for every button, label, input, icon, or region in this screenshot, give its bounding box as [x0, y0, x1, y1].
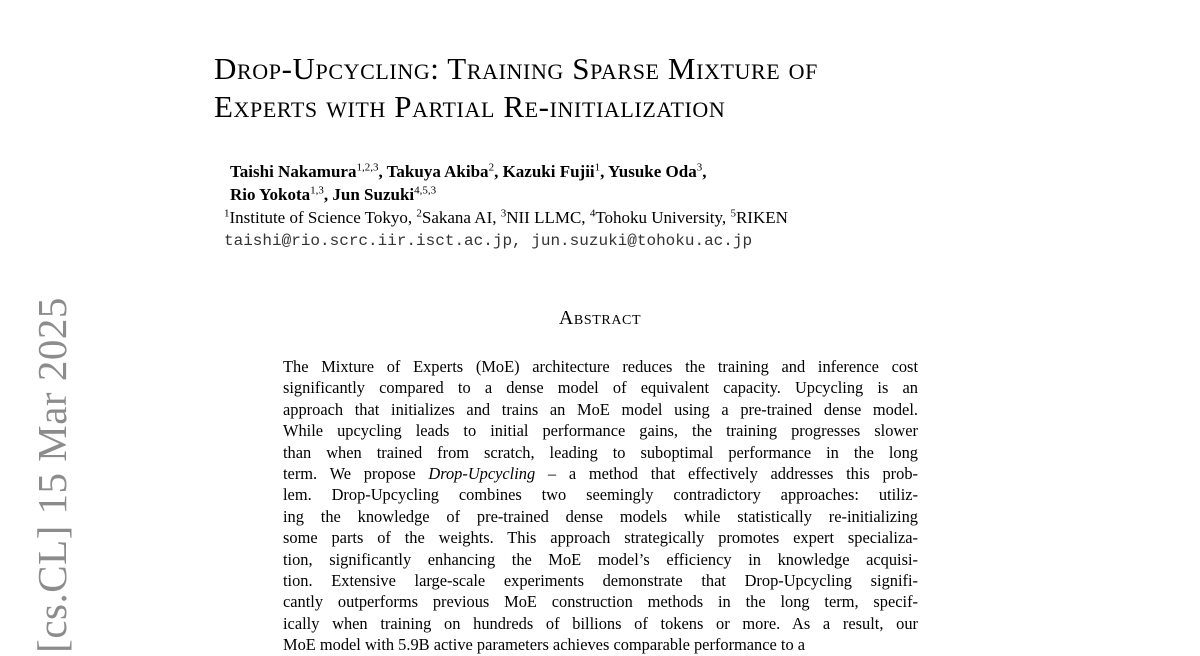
author: Yusuke Oda$^3$, [608, 161, 707, 181]
abstract-line: tion. Extensive large-scale experiments demonstrate that Drop-Upcycling signifi- [283, 571, 918, 591]
affiliation: $^1$Institute of Science Tokyo, [224, 207, 417, 227]
abstract-line: some parts of the weights. This approach strategically promotes expert specializa- [283, 528, 918, 548]
author: Kazuki Fujii$^1$, [502, 161, 609, 181]
abstract-line: approach that initializes and trains an MoE model using a pre-trained dense model. [283, 399, 918, 419]
paper-title [214, 50, 1114, 126]
abstract-line: than when trained from scratch, leading to suboptimal performance in the long [283, 442, 918, 462]
author-line-2 [230, 183, 1030, 206]
abstract-line: ing the knowledge of pre-trained dense models while statistically re-initializing [283, 506, 918, 526]
abstract-line: While upcycling leads to initial performance gains, the training progresses slower [283, 421, 918, 441]
abstract-line: lem. Drop-Upcycling combines two seemingly contradictory approaches: utiliz- [283, 485, 918, 505]
abstract-line: cantly outperforms previous MoE construction methods in the long term, specif- [283, 592, 918, 612]
abstract-line: term. We propose Drop-Upcycling – a method that effectively addresses this prob- [283, 464, 918, 484]
author-list [230, 160, 1030, 206]
abstract-line: significantly compared to a dense model of equivalent capacity. Upcycling is an [283, 378, 918, 398]
author: Takuya Akiba$^2$, [386, 161, 503, 181]
affiliation: $^2$Sakana AI, [416, 207, 501, 227]
abstract-line: ically when training on hundreds of billions of tokens or more. As a result, our [283, 613, 918, 633]
title-line-1: Drop-Upcycling: Training Sparse Mixture of [214, 51, 819, 86]
author: Jun Suzuki$^{4,5,3}$ [332, 184, 437, 204]
abstract-line: tion, significantly enhancing the MoE model’s efficiency in knowledge acquisi- [283, 549, 918, 569]
abstract-line: MoE model with 5.9B active parameters achieves comparable performance to a [283, 635, 806, 655]
arxiv-side-stamp: [cs.CL] 15 Mar 2025 [29, 297, 75, 653]
author: Taishi Nakamura$^{1,2,3}$, [230, 161, 387, 181]
abstract-heading: Abstract [558, 307, 642, 329]
author: Rio Yokota$^{1,3}$, [230, 184, 333, 204]
author-emails[interactable]: taishi@rio.scrc.iir.isct.ac.jp, jun.suzuki@tohoku.ac.jp [224, 232, 753, 250]
title-line-2: Experts with Partial Re-initialization [214, 89, 726, 124]
abstract-body [283, 356, 918, 656]
affiliation: $^5$RIKEN [730, 207, 788, 227]
author-line-1 [230, 160, 1030, 183]
abstract-line: The Mixture of Experts (MoE) architecture reduces the training and inference cost [283, 357, 918, 376]
affiliation: $^4$Tohoku University, [589, 207, 731, 227]
affiliation: $^3$NII LLMC, [500, 207, 590, 227]
affiliations [224, 206, 1124, 229]
